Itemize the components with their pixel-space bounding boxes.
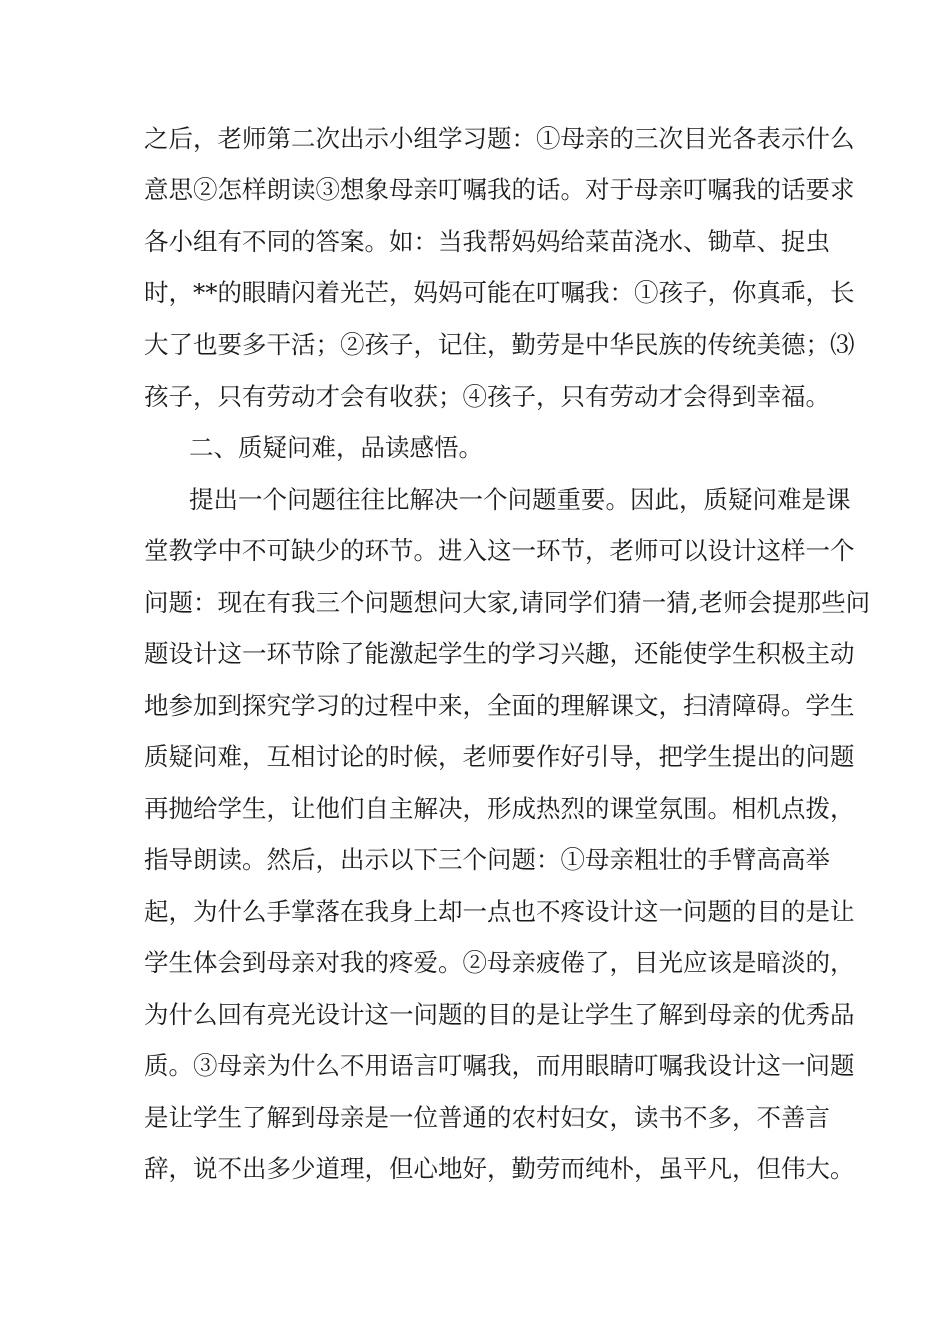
paragraph-line: 地参加到探究学习的过程中来，全面的理解课文，扫清障碍。学生 xyxy=(144,691,855,720)
paragraph-line: 题设计这一环节除了能激起学生的学习兴趣，还能使学生积极主动 xyxy=(144,639,855,668)
paragraph-line: 意思②怎样朗读③想象母亲叮嘱我的话。对于母亲叮嘱我的话要求 xyxy=(144,175,855,204)
paragraph-line: 质疑问难，互相讨论的时候，老师要作好引导，把学生提出的问题 xyxy=(144,742,855,771)
paragraph-line: 指导朗读。然后，出示以下三个问题：①母亲粗壮的手臂高高举 xyxy=(144,845,830,874)
paragraph-line: 学生体会到母亲对我的疼爱。②母亲疲倦了，目光应该是暗淡的， xyxy=(144,948,855,977)
paragraph-line: 质。③母亲为什么不用语言叮嘱我，而用眼睛叮嘱我设计这一问题 xyxy=(144,1051,855,1080)
paragraph-line: 堂教学中不可缺少的环节。进入这一环节，老师可以设计这样一个 xyxy=(144,536,855,565)
section-heading: 二、质疑问难，品读感悟。 xyxy=(189,433,483,462)
paragraph-line: 提出一个问题往往比解决一个问题重要。因此，质疑问难是课 xyxy=(189,485,851,514)
paragraph-line: 孩子，只有劳动才会有收获；④孩子，只有劳动才会得到幸福。 xyxy=(144,382,830,411)
paragraph-line: 起，为什么手掌落在我身上却一点也不疼设计这一问题的目的是让 xyxy=(144,897,855,926)
paragraph-line: 各小组有不同的答案。如：当我帮妈妈给菜苗浇水、锄草、捉虫 xyxy=(144,227,830,256)
paragraph-line: 辞，说不出多少道理，但心地好，勤劳而纯朴，虽平凡，但伟大。 xyxy=(144,1154,855,1183)
paragraph-line: 之后，老师第二次出示小组学习题：①母亲的三次目光各表示什么 xyxy=(144,124,855,153)
paragraph-line: 再抛给学生，让他们自主解决，形成热烈的课堂氛围。相机点拨， xyxy=(144,794,855,823)
paragraph-line: 时，**的眼睛闪着光芒，妈妈可能在叮嘱我：①孩子，你真乖，长 xyxy=(144,278,855,307)
paragraph-line: 问题：现在有我三个问题想问大家,请同学们猜一猜,老师会提那些问 xyxy=(144,588,871,617)
paragraph-line: 大了也要多干活；②孩子，记住，勤劳是中华民族的传统美德；⑶ xyxy=(144,330,855,359)
paragraph-line: 为什么回有亮光设计这一问题的目的是让学生了解到母亲的优秀品 xyxy=(144,1000,855,1029)
paragraph-line: 是让学生了解到母亲是一位普通的农村妇女，读书不多，不善言 xyxy=(144,1103,830,1132)
